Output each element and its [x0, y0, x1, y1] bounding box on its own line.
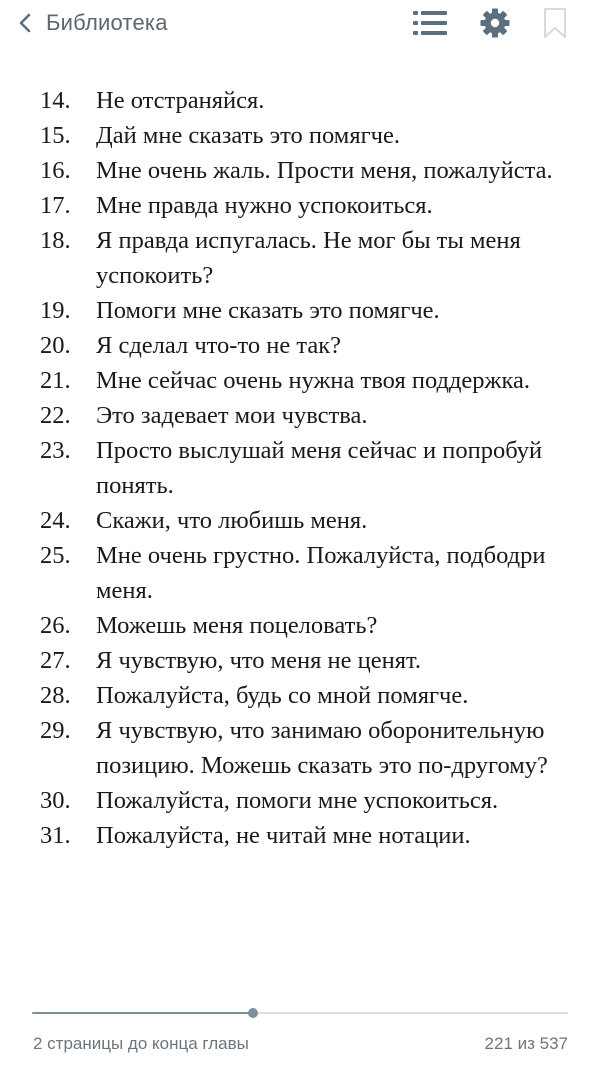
list-item [0, 118, 600, 153]
list-item-number: 27. [40, 647, 71, 674]
list-item-number: 14. [40, 87, 71, 114]
list-item [0, 608, 600, 643]
page-indicator: 221 из 537 [484, 1034, 568, 1053]
book-page-content [0, 83, 600, 853]
reader-toolbar [0, 0, 600, 48]
list-item-text: Помоги мне сказать это помягче. [96, 297, 440, 324]
list-item [0, 223, 600, 293]
settings-button[interactable] [475, 6, 515, 40]
list-item [0, 503, 600, 538]
list-item-text: Не отстраняйся. [96, 87, 265, 114]
bookmark-button[interactable] [535, 6, 575, 40]
progress-fill [32, 1012, 253, 1014]
list-item-number: 24. [40, 507, 71, 534]
list-item-text: Мне правда нужно успокоиться. [96, 192, 433, 219]
list-item-text: Я чувствую, что меня не ценят. [96, 647, 422, 674]
list-item-text: Я сделал что-то не так? [96, 332, 341, 359]
list-item [0, 678, 600, 713]
list-item [0, 643, 600, 678]
bookmark-icon [542, 7, 568, 39]
list-item-number: 15. [40, 122, 71, 149]
list-item-text: Мне очень жаль. Прости меня, пожалуйста. [96, 157, 553, 184]
list-item [0, 538, 600, 608]
list-item [0, 153, 600, 188]
list-item-number: 17. [40, 192, 71, 219]
list-item-text: Дай мне сказать это помягче. [96, 122, 400, 149]
list-item-number: 18. [40, 227, 71, 254]
list-item-text: Я чувствую, что занимаю оборонительную позицию. Можешь сказать это по-другому? [96, 717, 548, 779]
list-item-number: 30. [40, 787, 71, 814]
list-item [0, 328, 600, 363]
list-item-text: Пожалуйста, будь со мной помягче. [96, 682, 469, 709]
list-item [0, 783, 600, 818]
list-item [0, 83, 600, 118]
list-item-text: Просто выслушай меня сейчас и попробуй понять. [96, 437, 543, 499]
back-label: Библиотека [46, 10, 168, 35]
reading-progress-slider[interactable] [32, 1011, 568, 1015]
list-item [0, 293, 600, 328]
list-item [0, 713, 600, 783]
progress-thumb[interactable] [248, 1008, 258, 1018]
back-to-library-button[interactable] [18, 6, 168, 40]
list-item [0, 188, 600, 223]
list-item [0, 398, 600, 433]
list-item-text: Мне сейчас очень нужна твоя поддержка. [96, 367, 531, 394]
list-item-text: Мне очень грустно. Пожалуйста, подбодри меня. [96, 542, 546, 604]
list-item-text: Скажи, что любишь меня. [96, 507, 368, 534]
list-item-text: Пожалуйста, не читай мне нотации. [96, 822, 471, 849]
list-item-number: 26. [40, 612, 71, 639]
chapter-remaining-label: 2 страницы до конца главы [33, 1034, 249, 1053]
list-item-text: Можешь меня поцеловать? [96, 612, 378, 639]
list-item-number: 28. [40, 682, 71, 709]
list-item-text: Пожалуйста, помоги мне успокоиться. [96, 787, 499, 814]
list-item-number: 20. [40, 332, 71, 359]
list-item-text: Это задевает мои чувства. [96, 402, 368, 429]
numbered-list [0, 83, 600, 853]
list-item-number: 22. [40, 402, 71, 429]
list-item [0, 363, 600, 398]
table-of-contents-button[interactable] [410, 6, 450, 40]
list-item-number: 19. [40, 297, 71, 324]
table-of-contents-icon [411, 8, 449, 38]
list-item-text: Я правда испугалась. Не мог бы ты меня успокоить? [96, 227, 521, 289]
list-item-number: 16. [40, 157, 71, 184]
list-item-number: 29. [40, 717, 71, 744]
chevron-left-icon [18, 12, 32, 34]
list-item-number: 31. [40, 822, 71, 849]
list-item-number: 21. [40, 367, 71, 394]
list-item [0, 433, 600, 503]
list-item-number: 25. [40, 542, 71, 569]
list-item [0, 818, 600, 853]
list-item-number: 23. [40, 437, 71, 464]
gear-icon [479, 7, 511, 39]
